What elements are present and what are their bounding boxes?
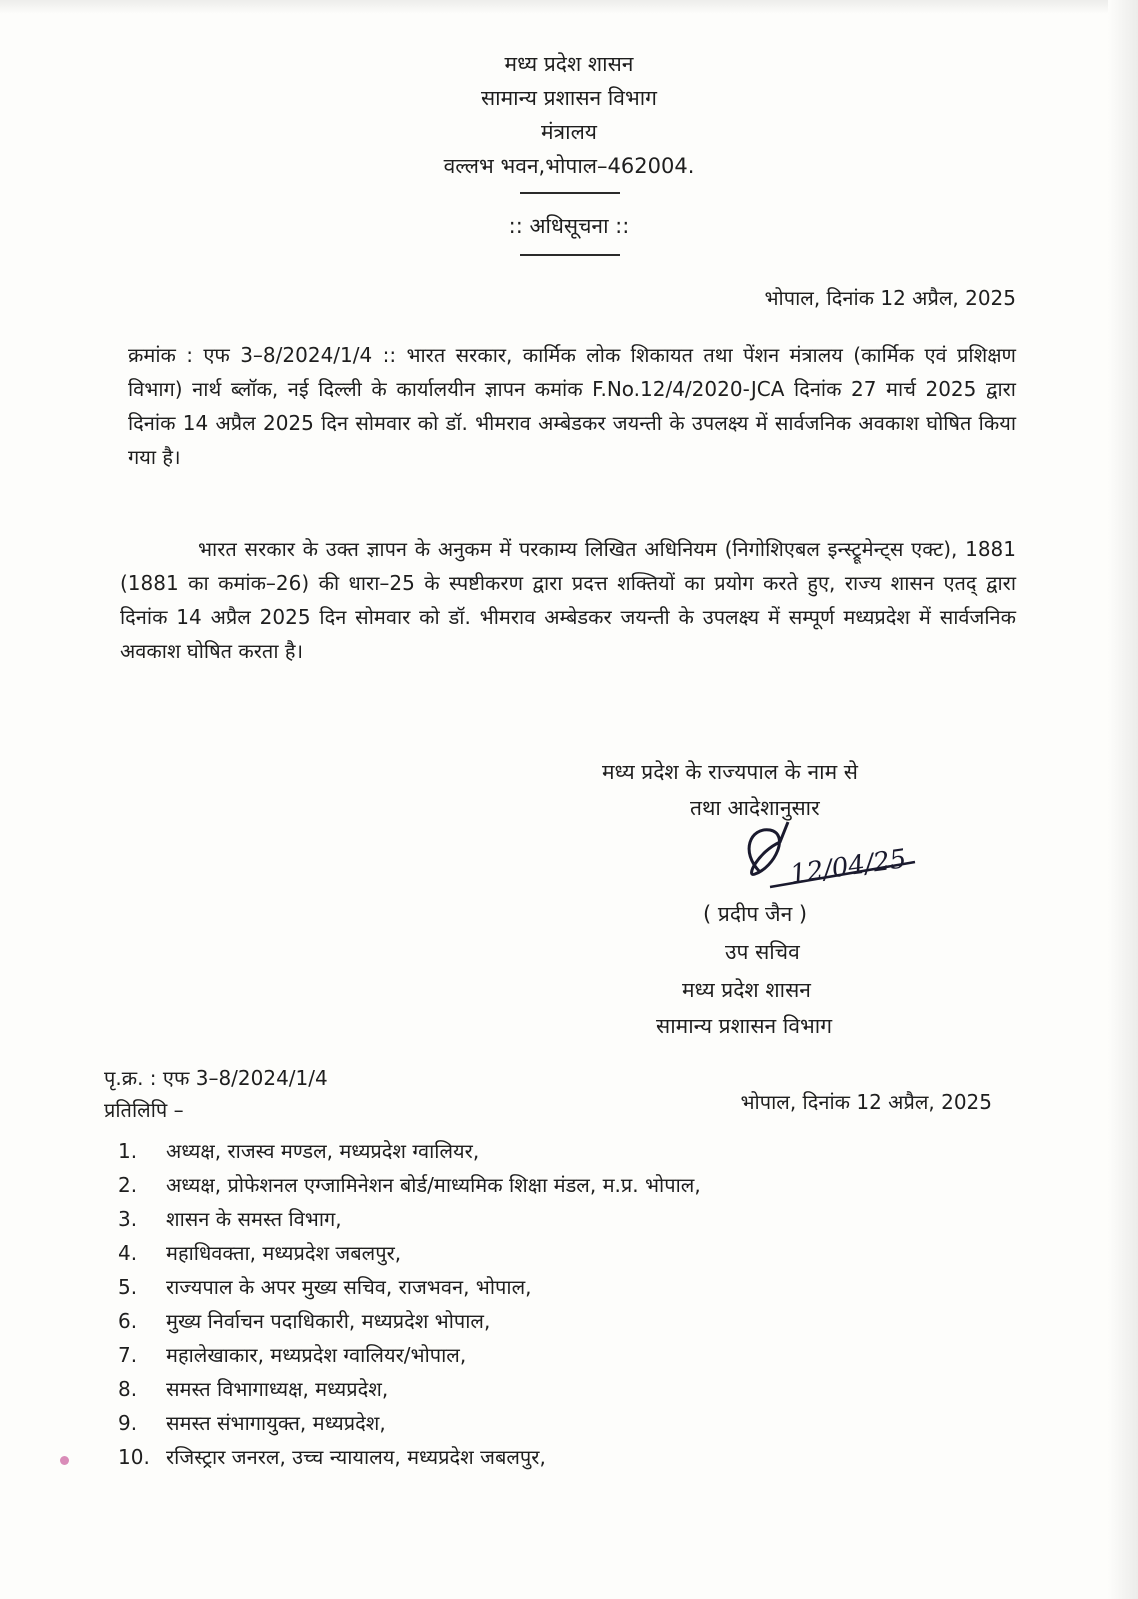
header-ministry: मंत्रालय [540,120,597,144]
handwritten-date: 12/04/25 [788,844,909,890]
paragraph-declaration: भारत सरकार के उक्त ज्ञापन के अनुकम में परकाम्य लिखित अधिनियम (निगोशिएबल इन्स्ट्रूमेन्ट्स एक्ट), 1881 (1881 का कमांक–26) की धारा–25 के स्पष्टीकरण द्वारा प्रदत्त शक्तियों का प्रयोग करते हुए, राज्य शासन एतद् द्वारा दिनांक 14 अप्रैल 2025 दिन सोमवार को डॉ. भीमराव अम्बेडकर जयन्ती के उपलक्ष्य में सम्पूर्ण मध्यप्रदेश में सार्वजनिक अवकाश घोषित करता है। [120,537,1016,663]
list-item: 5. राज्यपाल के अपर मुख्य सचिव, राजभवन, भोपाल, [118,1275,532,1299]
scan-shadow-top [0,0,1138,14]
signatory-designation: उप सचिव [725,940,800,964]
header-address: वल्लभ भवन,भोपाल–462004. [443,154,695,178]
divider-top [520,192,620,194]
signatory-org: मध्य प्रदेश शासन [682,978,811,1002]
header-govt: मध्य प्रदेश शासन [504,52,634,76]
divider-bottom [520,254,620,256]
ink-spot [60,1456,69,1465]
recipient-list [118,1134,701,1474]
list-item: 2. अध्यक्ष, प्रोफेशनल एग्जामिनेशन बोर्ड/माध्यमिक शिक्षा मंडल, म.प्र. भोपाल, [118,1173,701,1197]
list-item: 3. शासन के समस्त विभाग, [118,1207,342,1231]
endorsement-date: भोपाल, दिनांक 12 अप्रैल, 2025 [740,1090,992,1114]
signature-authority: मध्य प्रदेश के राज्यपाल के नाम से [602,760,858,784]
list-item: 1. अध्यक्ष, राजस्व मण्डल, मध्यप्रदेश ग्वालियर, [118,1139,480,1163]
list-item: 4. महाधिवक्ता, मध्यप्रदेश जबलपुर, [118,1241,402,1265]
list-item: 7. महालेखाकार, मध्यप्रदेश ग्वालियर/भोपाल, [118,1343,467,1367]
list-item: 6. मुख्य निर्वाचन पदाधिकारी, मध्यप्रदेश भोपाल, [118,1309,491,1333]
list-item: 9. समस्त संभागायुक्त, मध्यप्रदेश, [118,1411,386,1435]
header-department: सामान्य प्रशासन विभाग [480,86,658,110]
endorsement-ref: पृ.क्र. : एफ 3–8/2024/1/4 [104,1066,328,1090]
paragraph-order: क्रमांक : एफ 3–8/2024/1/4 :: भारत सरकार, कार्मिक लोक शिकायत तथा पेंशन मंत्रालय (कार्मिक एवं प्रशिक्षण विभाग) नार्थ ब्लॉक, नई दिल्ली के कार्यालयीन ज्ञापन कमांक F.No.12/4/2020-JCA दिनांक 27 मार्च 2025 द्वारा दिनांक 14 अप्रैल 2025 दिन सोमवार को डॉ. भीमराव अम्बेडकर जयन्ती के उपलक्ष्य में सार्वजनिक अवकाश घोषित किया गया है। [128,343,1016,469]
list-item: 10. रजिस्ट्रार जनरल, उच्च न्यायालय, मध्यप्रदेश जबलपुर, [118,1445,546,1469]
list-item: 8. समस्त विभागाध्यक्ष, मध्यप्रदेश, [118,1377,389,1401]
copy-label: प्रतिलिपि – [104,1098,184,1122]
signatory-department: सामान्य प्रशासन विभाग [656,1014,833,1038]
notice-title: :: अधिसूचना :: [508,214,630,238]
signatory-name: ( प्रदीप जैन ) [703,902,808,926]
issue-date: भोपाल, दिनांक 12 अप्रैल, 2025 [764,286,1016,310]
signature-order: तथा आदेशानुसार [690,796,820,820]
